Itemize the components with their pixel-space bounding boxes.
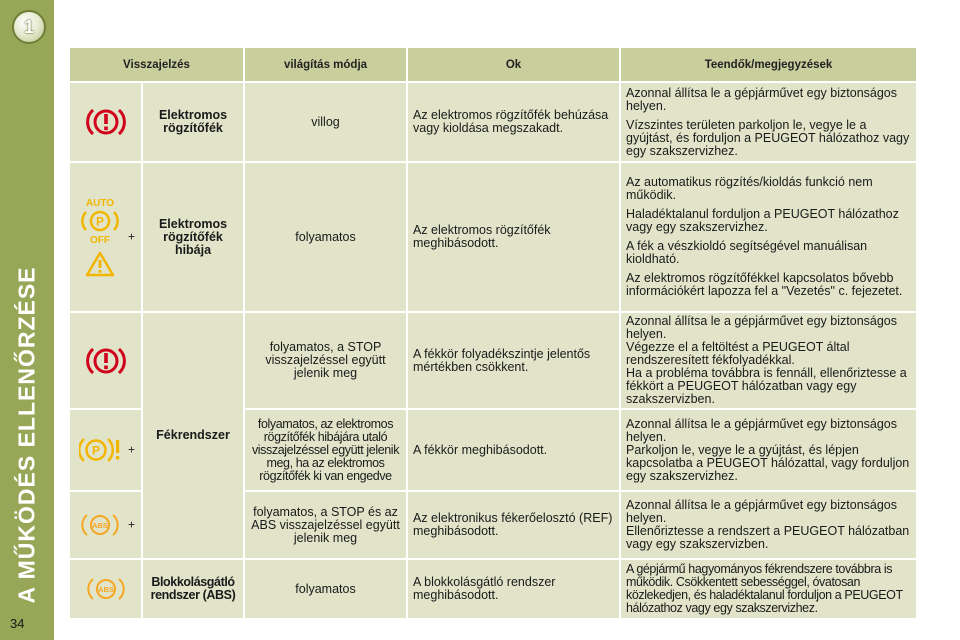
abs-icon [87,575,125,603]
icon-cell [69,312,142,409]
chapter-title-text: A MŰKÖDÉS ELLENŐRZÉSE [13,266,40,604]
park-brake-fault-icon [79,434,123,466]
indicator-name: Elektromos rögzítőfék hibája [142,162,244,312]
chapter-title [4,266,50,604]
note-line: Az automatikus rögzítés/kioldás funkció nem működik. [626,175,873,202]
lighting-mode: villog [244,82,407,162]
table-row [69,162,917,312]
note-line: Ha a probléma továbbra is fennáll, ellenőriztesse a fékkört a PEUGEOT hálózatban vagy egy szakszervizben. [626,366,907,406]
indicator-name: Elektromos rögzítőfék [142,82,244,162]
brake-warning-icon [86,344,126,378]
chapter-badge [12,10,46,44]
note-line: Végezze el a feltöltést a PEUGEOT által rendszeresített fékfolyadékkal. [626,340,850,367]
cause: Az elektromos rögzítőfék behúzása vagy kioldása megszakadt. [407,82,620,162]
header-mode: világítás módja [244,47,407,82]
icon-cell [69,491,142,559]
svg-text:P: P [95,214,104,229]
notes [620,409,917,491]
svg-text:AUTO: AUTO [85,198,114,209]
table-header-row [69,47,917,82]
auto-park-brake-icon [80,197,120,245]
cause: A blokkolásgátló rendszer meghibásodott. [407,559,620,619]
svg-text:ABS: ABS [92,521,108,530]
note-line: Azonnal állítsa le a gépjárművet egy biztonságos helyen. [626,416,897,444]
abs-icon [81,511,119,539]
lighting-mode: folyamatos [244,162,407,312]
warning-lights-table [68,46,918,620]
brake-warning-icon [86,105,126,139]
notes [620,312,917,409]
notes [620,559,917,619]
indicator-name: Blokkolásgátló rendszer (ABS) [142,559,244,619]
note-line: Haladéktalanul forduljon a PEUGEOT hálózathoz vagy egy szakszervizhez. [626,207,899,234]
cause: Az elektronikus fékerőelosztó (REF) meghibásodott. [407,491,620,559]
header-cause: Ok [407,47,620,82]
icon-cell [69,162,142,312]
indicator-name: Fékrendszer [142,312,244,559]
cause: Az elektromos rögzítőfék meghibásodott. [407,162,620,312]
note-line: Azonnal állítsa le a gépjárművet egy biztonságos helyen. [626,498,897,525]
notes [620,82,917,162]
note-line: Parkoljon le, vegye le a gyújtást, és lépjen kapcsolatba a PEUGEOT hálózattal, vagy forduljon egy szakszervizhez. [626,442,910,483]
note-line: Ellenőriztesse a rendszert a PEUGEOT hálózatban vagy egy szakszervizben. [626,524,910,551]
cause: A fékkör meghibásodott. [407,409,620,491]
icon-cell [69,82,142,162]
header-indicator: Visszajelzés [69,47,244,82]
lighting-mode: folyamatos, a STOP visszajelzéssel együtt jelenik meg [244,312,407,409]
svg-text:OFF: OFF [89,235,110,245]
plus-sign: + [127,229,135,244]
note-line: A gépjármű hagyományos fékrendszere továbbra is működik. Csökkentett sebességgel, óvatosan közlekedjen, és haladéktalanul forduljon a PEUGEOT hálózathoz vagy egy szakszervizhez. [626,562,903,615]
plus-sign: + [127,517,135,532]
note-line: Azonnal állítsa le a gépjárművet egy biztonságos helyen. [626,314,897,341]
page-number: 34 [10,616,25,631]
table-row [69,82,917,162]
svg-text:P: P [91,443,101,458]
lighting-mode: folyamatos, a STOP és az ABS visszajelzéssel együtt jelenik meg [244,491,407,559]
svg-text:ABS: ABS [97,585,114,594]
table-row [69,559,917,619]
cause: A fékkör folyadékszintje jelentős mértékben csökkent. [407,312,620,409]
service-warning-icon [85,251,115,277]
note-line: Az elektromos rögzítőfékkel kapcsolatos bővebb információkért lapozza fel a "Vezetés" c. fejezetet. [626,271,903,298]
icon-cell [69,559,142,619]
lighting-mode: folyamatos [244,559,407,619]
header-notes: Teendők/megjegyzések [620,47,917,82]
sidebar [0,0,54,640]
note-line: A fék a vészkioldó segítségével manuálisan kioldható. [626,239,868,266]
notes [620,491,917,559]
icon-cell [69,409,142,491]
note-line: Azonnal állítsa le a gépjárművet egy biztonságos helyen. [626,85,897,113]
note-line: Vízszintes területen parkoljon le, vegye le a gyújtást, és forduljon a PEUGEOT hálózathoz vagy egy szakszervizhez. [626,117,910,158]
chapter-number: 1 [23,16,34,37]
plus-sign: + [127,442,135,457]
notes [620,162,917,312]
lighting-mode: folyamatos, az elektromos rögzítőfék hibájára utaló visszajelzéssel együtt jelenik meg, ha az elektromos rögzítőfék ki van engedve [244,409,407,491]
table-row [69,312,917,409]
